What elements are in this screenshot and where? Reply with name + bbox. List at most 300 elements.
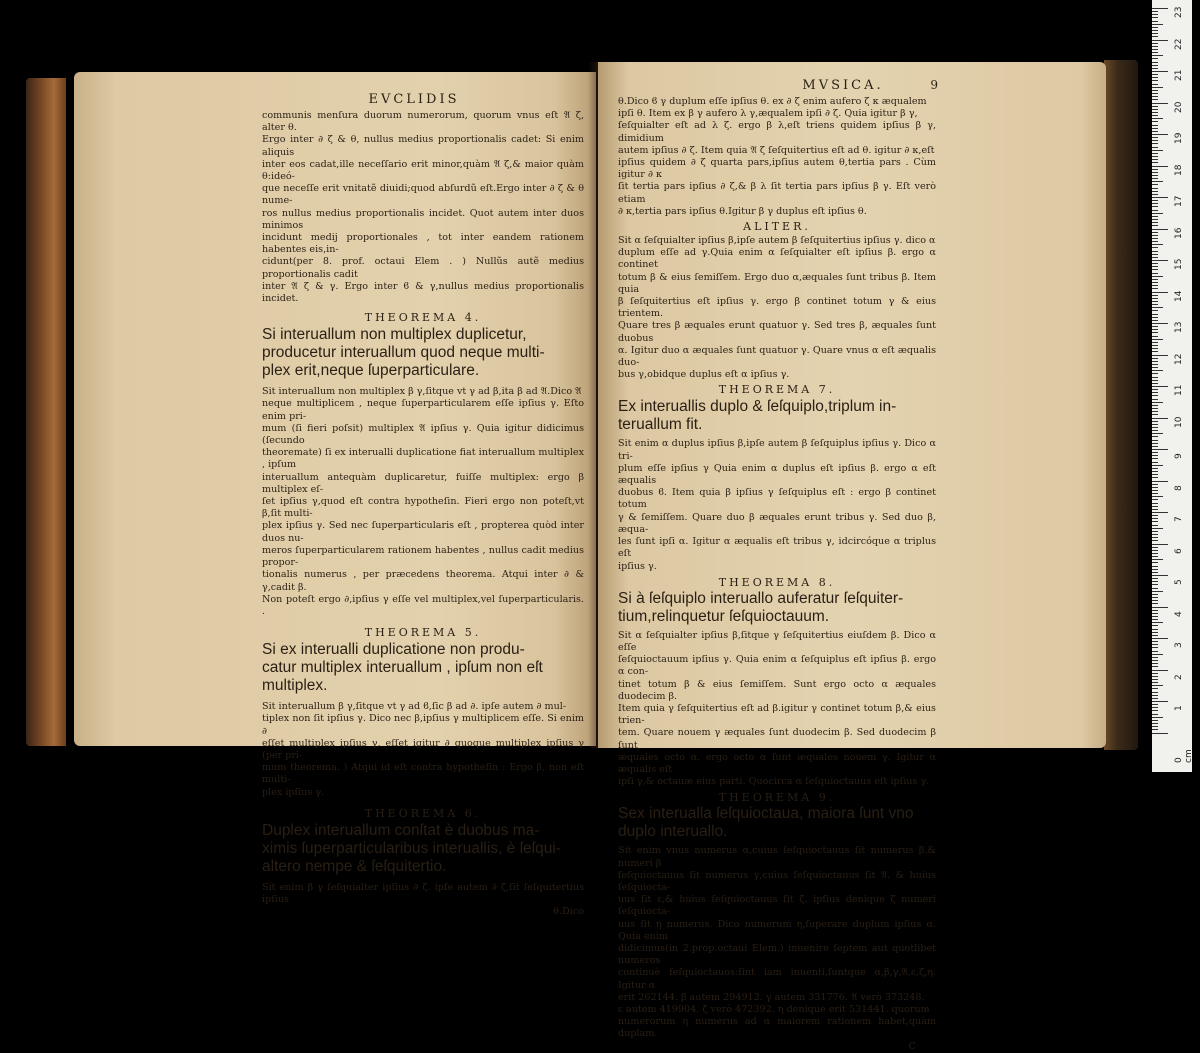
ruler-label: 17 [1174,195,1184,207]
text-line: inter eos cadat,ille neceſſario erit minor,quàm 𝔄 ζ,& maior quàm θ:ideó- [262,158,584,183]
ruler-tick [1152,14,1158,15]
ruler-tick [1152,348,1158,349]
text-line: neque multiplicem , neque ſuperparticularem eſſe ipſius γ. Eſto enim pri- [262,398,584,422]
text-line: incidunt medij proportionales , tot inter eandem rationem habentes eis,in- [262,232,584,256]
ruler-tick [1152,213,1163,214]
ruler-tick [1152,55,1163,56]
ruler-tick [1152,499,1158,500]
ruler-tick [1152,191,1158,192]
statement-line: Si interuallum non multiplex duplicetur, [262,326,527,344]
ruler-tick [1152,682,1158,683]
ruler-tick [1152,430,1158,431]
ruler-label: 13 [1174,321,1184,333]
ruler-tick [1152,566,1158,567]
ruler-tick [1152,710,1158,711]
text-line: uus ſit ε,& huius ſeſquioctauus ſit ζ. ipſius denique ζ numeri ſeſquiocta- [618,894,936,918]
ruler-label: 12 [1174,353,1184,365]
ruler-tick [1152,433,1163,434]
text-line: Sit enim vnus numerus α,cuius ſeſquioctauus ſit numerus β.& numeri β [618,845,936,869]
ruler-tick [1152,181,1163,182]
ruler-tick [1152,332,1158,333]
ruler-tick [1152,380,1158,381]
ruler-tick [1152,597,1158,598]
ruler-tick [1152,424,1158,425]
ruler-tick [1152,392,1158,393]
ruler-tick [1152,210,1158,211]
ruler-tick [1152,701,1168,702]
left-text-block [262,110,584,918]
text-line: Sit α ſeſquialter ipſius β,ipſe autem β ſeſquitertius ipſius γ. dico α [618,235,936,247]
ruler-tick [1152,503,1158,504]
ruler-tick [1152,162,1158,163]
ruler-tick [1152,698,1158,699]
ruler-tick [1152,43,1158,44]
text-line: theoremate) ſi ex interualli duplicatione fiat interuallum multiplex , ipſum [262,447,584,471]
ruler-tick [1152,521,1158,522]
statement-line: Ex interuallis duplo & ſeſquiplo,triplum in- [618,398,897,416]
text-line: mum theorema. ) Atqui id eſt contra hypotheſin : Ergo β, non eſt multi- [262,762,584,786]
ruler-tick [1152,27,1158,28]
text-line: que neceſſe erit vnitatẽ diuidi;quod abſurdũ eſt.Ergo inter ∂ ζ & θ nume- [262,183,584,207]
ruler-tick [1152,733,1168,734]
ruler-tick [1152,298,1158,299]
ruler-tick [1152,24,1163,25]
ruler-tick [1152,49,1158,50]
ruler-tick [1152,62,1158,63]
theorem-8-proof [618,630,936,789]
ruler-tick [1152,644,1158,645]
ruler-tick [1152,241,1158,242]
ruler-tick [1152,260,1168,261]
ruler-label: 22 [1174,38,1184,50]
text-line: β ſeſquitertius eſt ipſius γ. ergo β continet totum γ & eius trientem. [618,296,936,320]
ruler-tick [1152,222,1158,223]
ruler-tick [1152,707,1158,708]
text-line: numerorum η numerus ad α maiorem rationem habet,quàm duplam. [618,1016,936,1040]
ruler-tick [1152,232,1158,233]
ruler-tick [1152,304,1158,305]
ruler-tick [1152,411,1158,412]
ruler-tick [1152,257,1158,258]
theorem-8-statement [618,590,936,626]
ruler-tick [1152,603,1158,604]
ruler-tick [1152,600,1158,601]
theorem-4-proof [262,386,584,618]
ruler-tick [1152,446,1158,447]
ruler-tick [1152,115,1158,116]
ruler-tick [1152,490,1158,491]
text-line: ε autem 419904. ζ verò 472392. η denique erit 531441. quorum [618,1003,930,1015]
ruler-label: 21 [1174,69,1184,81]
ruler-label: 6 [1174,547,1184,554]
text-line: Ergo inter ∂ ζ & θ, nullus medius proportionalis cadet: Si enim aliquis [262,134,584,158]
ruler-tick [1152,373,1158,374]
ruler-tick [1152,512,1168,513]
statement-line: altero nempe & ſeſquitertio. [262,857,447,875]
theorem-6-proof [262,882,584,906]
ruler-tick [1152,137,1158,138]
ruler-tick [1152,622,1163,623]
ruler-label: 1 [1174,705,1184,711]
ruler-tick [1152,235,1158,236]
right-page [598,62,1106,1052]
theorem-6-statement [262,822,584,876]
ruler-tick [1152,244,1163,245]
theorem-5-statement [262,641,584,695]
ruler-tick [1152,641,1158,642]
ruler-tick [1152,33,1158,34]
ruler-tick [1152,68,1158,69]
ruler-label: 15 [1174,258,1184,270]
ruler-tick [1152,692,1158,693]
ruler-tick [1152,562,1158,563]
right-text-block [618,96,936,1053]
ruler-tick [1152,74,1158,75]
ruler-tick [1152,326,1158,327]
ruler-tick [1152,175,1158,176]
right-intro-paragraph [618,96,936,218]
ruler-tick [1152,408,1158,409]
ruler-tick [1152,632,1158,633]
statement-line: Duplex interuallum conſtat è duobus ma- [262,821,540,839]
left-cover-edge [26,78,66,746]
aliter-label: ALITER. [743,220,811,234]
text-line: ∂ κ,tertia pars ipſius θ.Igitur β γ duplus eſt ipſius θ. [618,205,867,217]
ruler-tick [1152,121,1158,122]
ruler-label: 7 [1174,516,1184,522]
ruler-tick [1152,112,1158,113]
text-line: ros nullus medius proportionalis incidet. Quot autem inter duos minimos [262,207,584,231]
ruler-tick [1152,310,1158,311]
ruler-tick [1152,729,1158,730]
left-intro-paragraph [262,110,584,305]
theorem-9-statement [618,805,936,841]
ruler-tick [1152,537,1158,538]
ruler-tick [1152,462,1158,463]
ruler-tick [1152,528,1163,529]
statement-line: plex erit,neque ſuperparticulare. [262,362,480,380]
ruler-tick [1152,657,1158,658]
text-line: plum eſſe ipſius γ Quia enim α duplus eſt ipſius β. ergo α eſt æqualis [618,462,936,487]
text-line: Non poteſt ergo ∂,ipſius γ eſſe vel multiplex,vel ſuperparticularis. . [262,593,584,617]
ruler-tick [1152,30,1158,31]
text-line: Sit interuallum β γ,ſitque vt γ ad ϐ,ſic β ad ∂. ipſe autem ∂ mul- [262,701,567,713]
ruler-tick [1152,342,1158,343]
text-line: didicimus(in 2.prop.octaui Elem.) inuenire ſeptem aut quotlibet numeros [618,942,936,967]
ruler-tick [1152,506,1158,507]
ruler-tick [1152,389,1158,390]
ruler-tick [1152,647,1158,648]
ruler-tick [1152,581,1158,582]
theorem-4-statement [262,326,584,380]
ruler-tick [1152,329,1158,330]
ruler-tick [1152,184,1158,185]
ruler-label: 4 [1174,610,1184,617]
ruler-label: 2 [1174,673,1184,680]
ruler-tick [1152,279,1158,280]
aliter-paragraph [618,235,936,381]
ruler-tick [1152,572,1158,573]
ruler-tick [1152,150,1163,151]
ruler-tick [1152,584,1158,585]
statement-line: ximis ſuperparticularibus interuallis, è ſeſqui- [262,839,561,857]
text-line: γ & ſemiſſem. Quare duo β æquales erunt tribus γ. Sed duo β, æqua- [618,511,936,535]
ruler-tick [1152,285,1158,286]
ruler-tick [1152,206,1158,207]
theorem-4-label: THEOREMA 4. [364,311,482,325]
ruler-tick [1152,118,1163,119]
ruler-tick [1152,269,1158,270]
ruler-tick [1152,607,1168,608]
theorem-6-label: THEOREMA 6. [364,806,482,820]
ruler-tick [1152,544,1168,545]
text-line: θ.Dico ϐ γ duplum eſſe ipſius θ. ex ∂ ζ enim aufero ζ κ æqualem [618,96,927,107]
ruler-tick [1152,153,1158,154]
open-book [14,56,1132,1052]
text-line: ipſius γ. [618,560,657,572]
ruler-tick [1152,714,1158,715]
ruler-tick [1152,197,1168,198]
text-line: ipſi γ,& octauæ eius parti. Quocirca α ſeſquioctauus eſt ipſius γ. [618,776,930,788]
ruler-tick [1152,591,1163,592]
ruler-tick [1152,405,1158,406]
ruler-tick [1152,58,1158,59]
ruler-tick [1152,323,1168,324]
ruler-tick [1152,726,1158,727]
ruler-tick [1152,40,1168,41]
ruler-tick [1152,11,1158,12]
ruler-tick [1152,229,1168,230]
text-line: erit 262144. β autem 294912. γ autem 331776. 𝔄 verò 373248. [618,991,925,1003]
ruler-tick [1152,77,1158,78]
ruler-tick [1152,427,1158,428]
text-line: Sit enim α duplus ipſius β,ipſe autem β ſeſquiplus ipſius γ. Dico α tri- [618,438,936,462]
ruler-tick [1152,367,1158,368]
page-number: 9 [930,78,938,92]
ruler-tick [1152,487,1158,488]
ruler-tick [1152,440,1158,441]
ruler-tick [1152,395,1158,396]
statement-line: multiplex. [262,677,328,695]
ruler-tick [1152,547,1158,548]
ruler-tick [1152,654,1163,655]
ruler-tick [1152,219,1158,220]
text-line: tiplex non ſit ipſius γ. Dico nec β,ipſius γ multiplicem eſſe. Si enim ∂ [262,713,584,737]
ruler-tick [1152,550,1158,551]
text-line: eſſet multiplex ipſius γ, eſſet igitur ∂ quoque multiplex ipſius γ (per pri- [262,737,584,761]
ruler-tick [1152,87,1163,88]
ruler-tick [1152,361,1158,362]
text-line: Sit enim β γ ſeſquialter ipſius ∂ ζ. ipſe autem ∂ ζ,ſit ſeſquitertius ipſius [262,881,584,905]
statement-line: catur multiplex interuallum , ipſum non eſt [262,659,543,677]
text-line: totum β & eius ſemiſſem. Ergo duo α,æquales ſunt tribus β. Item quia [618,271,936,295]
theorem-7-proof [618,438,936,572]
ruler-tick [1152,96,1158,97]
left-page [74,72,596,918]
ruler-tick [1152,336,1158,337]
ruler-tick [1152,449,1168,450]
text-line: ſeſquialter eſt ad λ ζ. ergo β λ,eſt triens quidem ipſius β γ, dimidium [618,120,936,144]
statement-line: Si ex interualli duplicatione non produ- [262,641,525,659]
ruler-tick [1152,295,1158,296]
ruler-tick [1152,723,1158,724]
ruler-tick [1152,704,1158,705]
ruler-tick [1152,436,1158,437]
ruler-tick [1152,688,1158,689]
ruler-tick [1152,178,1158,179]
ruler-tick [1152,553,1158,554]
ruler-tick [1152,172,1158,173]
ruler-tick [1152,509,1158,510]
ruler-tick [1152,188,1158,189]
ruler-tick [1152,71,1168,72]
ruler-tick [1152,276,1163,277]
ruler-tick [1152,125,1158,126]
ruler-tick [1152,452,1158,453]
text-line: uus ſit η numerus. Dico numerum η,ſuperare duplum ipſius α. Quia enim [618,918,936,942]
ruler-tick [1152,166,1168,167]
ruler-tick [1152,307,1163,308]
text-line: duplum eſſe ad γ.Quia enim α ſeſquialter eſt ipſius β. ergo α continet [618,247,936,271]
text-line: plex ipſius γ. Sed nec ſuperparticularis eſt , propterea quòd inter duos nu- [262,520,584,544]
text-line: Sit α ſeſquialter ipſius β,ſitque γ ſeſquitertius eiuſdem β. Dico α eſſe [618,629,936,653]
ruler-tick [1152,238,1158,239]
ruler-tick [1152,481,1168,482]
ruler-tick [1152,134,1168,135]
ruler-tick [1152,540,1158,541]
right-running-head: MVSICA. [802,78,884,93]
text-line: cidunt(per 8. prof. octaui Elem . ) Nullũs autẽ medius proportionalis cadit [262,256,584,280]
ruler-tick [1152,156,1158,157]
ruler-label: 16 [1174,227,1184,239]
ruler-label: 10 [1174,416,1184,428]
ruler-tick [1152,200,1158,201]
statement-line: Sex interualla ſeſquioctaua, maiora ſunt vno [618,805,914,823]
text-line: ipſi θ. Item ex β γ aufero λ γ,æqualem ipſi ∂ ζ. Quia igitur β γ, [618,108,918,120]
ruler-tick [1152,194,1158,195]
text-line: Quare tres β æquales erunt quatuor γ. Sed tres β, æquales ſunt duobus [618,320,936,344]
ruler-tick [1152,468,1158,469]
ruler-tick [1152,131,1158,132]
ruler-tick [1152,377,1158,378]
ruler-tick [1152,225,1158,226]
ruler-tick [1152,569,1158,570]
ruler-tick [1152,619,1158,620]
ruler-tick [1152,159,1158,160]
text-line: α. Igitur duo α æquales ſunt quatuor γ. Quare vnus α eſt æqualis duo- [618,344,936,369]
statement-line: tium,relinquetur ſeſquioctauum. [618,607,830,625]
ruler-tick [1152,578,1158,579]
theorem-8-label: THEOREMA 8. [718,575,836,589]
ruler-tick [1152,247,1158,248]
ruler-tick [1152,673,1158,674]
ruler-tick [1152,588,1158,589]
ruler-tick [1152,90,1158,91]
ruler-tick [1152,616,1158,617]
ruler-tick [1152,477,1158,478]
ruler-tick [1152,52,1158,53]
ruler-tick [1152,465,1163,466]
ruler-tick [1152,458,1158,459]
ruler-label: 19 [1174,132,1184,144]
ruler-tick [1152,351,1158,352]
ruler-tick [1152,525,1158,526]
ruler-tick [1152,292,1168,293]
ruler-tick [1152,383,1158,384]
text-line: tinet totum β & eius ſemiſſem. Sunt ergo octo α æquales duodecim β. [618,678,936,702]
ruler-tick [1152,418,1168,419]
ruler-tick [1152,559,1163,560]
ruler-label: 8 [1174,484,1184,491]
ruler-tick [1152,17,1158,18]
ruler-tick [1152,143,1158,144]
ruler-tick [1152,21,1158,22]
ruler-label: 9 [1174,453,1184,459]
ruler-tick [1152,402,1163,403]
ruler-tick [1152,720,1158,721]
ruler-tick [1152,534,1158,535]
theorem-7-label: THEOREMA 7. [718,383,836,397]
ruler-tick [1152,106,1158,107]
text-line: tem. Quare nouem γ æquales ſunt duodecim β. Sed duodecim β ſunt [618,727,936,751]
theorem-9-proof [618,845,936,1040]
ruler-tick [1152,670,1168,671]
ruler-tick [1152,46,1158,47]
ruler-tick [1152,93,1158,94]
text-line: duobus ϐ. Item quia β ipſius γ ſeſquiplus eſt : ergo β continet totum [618,487,936,511]
text-line: ſit tertia pars ipſius ∂ ζ,& β λ ſit tertia pars ipſius β γ. Eſt verò etiam [618,181,936,205]
ruler-label: 23 [1174,6,1184,18]
theorem-5-proof [262,701,584,799]
theorem-7-statement [618,398,936,434]
ruler-tick [1152,84,1158,85]
ruler-tick [1152,320,1158,321]
ruler-tick [1152,717,1163,718]
text-line: interuallum antequàm duplicaretur, fuiſſe multiplex: ergo β multiplex eſ- [262,471,584,495]
ruler-tick [1152,339,1163,340]
ruler-tick [1152,685,1163,686]
ruler-tick [1152,216,1158,217]
ruler-tick [1152,317,1158,318]
ruler-tick [1152,103,1168,104]
text-line: Sit interuallum non multiplex β γ,ſitque vt γ ad β,ita β ad 𝔄.Dico 𝔄 [262,386,582,398]
text-line: ipſius quidem ∂ ζ quarta pars,ipſius autem θ,tertia pars . Cùm igitur ∂ κ [618,157,936,181]
ruler-tick [1152,254,1158,255]
ruler-tick [1152,594,1158,595]
ruler-tick [1152,355,1168,356]
ruler-tick [1152,496,1163,497]
signature-mark: C [908,1040,916,1052]
text-line: bus γ,obidque duplus eſt α ipſius γ. [618,369,790,381]
ruler-tick [1152,471,1158,472]
right-cover-edge [1104,60,1138,750]
theorem-9-label: THEOREMA 9. [718,791,836,805]
text-line: æquales octo α. ergo octo α ſunt æquales nouem γ. Igitur α æqualis eſt [618,751,936,775]
ruler-tick [1152,638,1168,639]
ruler-tick [1152,625,1158,626]
ruler-label: 11 [1174,384,1184,396]
ruler-tick [1152,421,1158,422]
measuring-ruler [1152,0,1192,772]
text-line: meros ſuperparticularem rationem habentes , nullus cadit medius propor- [262,544,584,569]
ruler-tick [1152,556,1158,557]
ruler-tick [1152,676,1158,677]
statement-line: producetur interuallum quod neque multi- [262,344,545,362]
ruler-tick [1152,80,1158,81]
ruler-tick [1152,610,1158,611]
text-line: plex ipſius γ. [262,786,325,798]
theorem-5-label: THEOREMA 5. [364,626,482,640]
